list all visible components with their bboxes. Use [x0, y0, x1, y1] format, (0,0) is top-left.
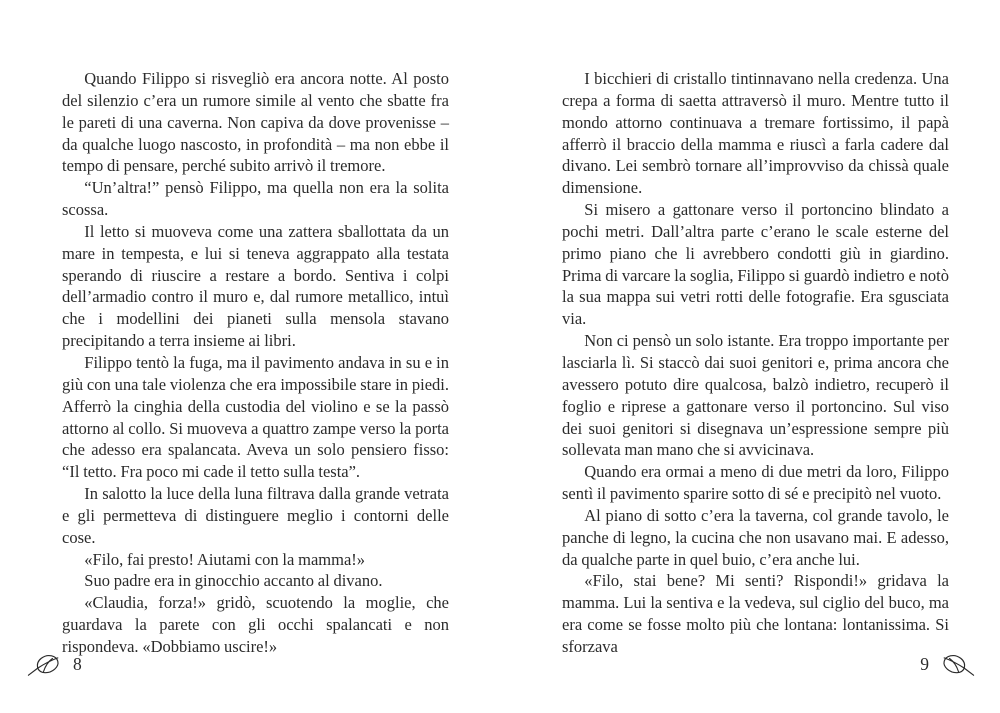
page-number-right: 9: [920, 654, 929, 675]
paragraph: In salotto la luce della luna filtrava dalla grande vetrata e gli permetteva di distinguere meglio i contorni delle cose.: [62, 484, 449, 547]
paragraph: Quando era ormai a meno di due metri da loro, Filippo sentì il pavimento sparire sotto di sé e precipitò nel vuoto.: [562, 462, 949, 504]
leaf-quill-icon: [940, 653, 976, 677]
paragraph: “Un’altra!” pensò Filippo, ma quella non era la solita scossa.: [62, 178, 449, 220]
paragraph: «Filo, stai bene? Mi senti? Rispondi!» gridava la mamma. Lui la sentiva e la vedeva, sul ciglio del buco, ma era come se fosse molto più che lontana: lontanissima. Si sforzava: [562, 571, 949, 656]
page-left-footer: [26, 650, 82, 680]
paragraph: Suo padre era in ginocchio accanto al divano.: [84, 571, 383, 591]
paragraph: Si misero a gattonare verso il portoncino blindato a pochi metri. Dall’altra parte c’erano le scale esterne del primo piano che li avrebbero condotti giù in giardino. Prima di varcare la soglia, Filippo si guardò indietro e notò la sua mappa sui vetri rotti delle fotografie. Era sgusciata via.: [562, 200, 949, 329]
page-right-footer: [920, 650, 976, 680]
page-left-text: [62, 68, 449, 658]
page-right-text: [562, 68, 949, 658]
page-number-left: 8: [73, 654, 82, 675]
paragraph: «Claudia, forza!» gridò, scuotendo la moglie, che guardava la parete con gli occhi spalancati e non rispondeva. «Dobbiamo uscire!»: [62, 593, 449, 656]
paragraph: Il letto si muoveva come una zattera sballottata da un mare in tempesta, e lui si teneva aggrappato alla testata sperando di riuscire a restare a bordo. Sentiva i colpi dell’armadio contro il muro e, dal rumore metallico, intuì che i modellini dei pianeti sulla mensola stavano precipitando a terra insieme ai libri.: [62, 221, 449, 351]
paragraph: Non ci pensò un solo istante. Era troppo importante per lasciarla lì. Si staccò dai suoi genitori e, prima ancora che avessero potuto dire qualcosa, balzò indietro, recuperò il foglio e riprese a gattonare verso il portoncino. Sul viso dei suoi genitori si disegnava un’espressione sempre più sollevata man mano che si avvicinava.: [562, 331, 949, 460]
paragraph: «Filo, fai presto! Aiutami con la mamma!»: [84, 549, 366, 569]
paragraph: Filippo tentò la fuga, ma il pavimento andava in su e in giù con una tale violenza che era impossibile stare in piedi. Afferrò la cinghia della custodia del violino e se la passò attorno al collo. Si muoveva a quattro zampe verso la porta che adesso era spalancata. Aveva un solo pensiero fisso: “Il tetto. Fra poco mi cade il tetto sulla testa”.: [62, 352, 449, 482]
paragraph: Quando Filippo si risvegliò era ancora notte. Al posto del silenzio c’era un rumore simile al vento che sbatte fra le pareti di una caverna. Non capiva da dove provenisse – da qualche luogo nascosto, in profondità – ma non ebbe il tempo di pensare, perché subito arrivò il tremore.: [62, 69, 449, 176]
leaf-quill-icon: [26, 653, 62, 677]
paragraph: Al piano di sotto c’era la taverna, col grande tavolo, le panche di legno, la cucina che non usavano mai. E adesso, da qualche parte in quel buio, c’era anche lui.: [562, 505, 949, 569]
paragraph: I bicchieri di cristallo tintinnavano nella credenza. Una crepa a forma di saetta attraversò il muro. Mentre tutto il mondo attorno continuava a tremare fortissimo, il papà afferrò il braccio della mamma e riuscì a farla cadere dal divano. Lei sembrò tornare all’improvviso da chissà quale dimensione.: [562, 69, 949, 198]
